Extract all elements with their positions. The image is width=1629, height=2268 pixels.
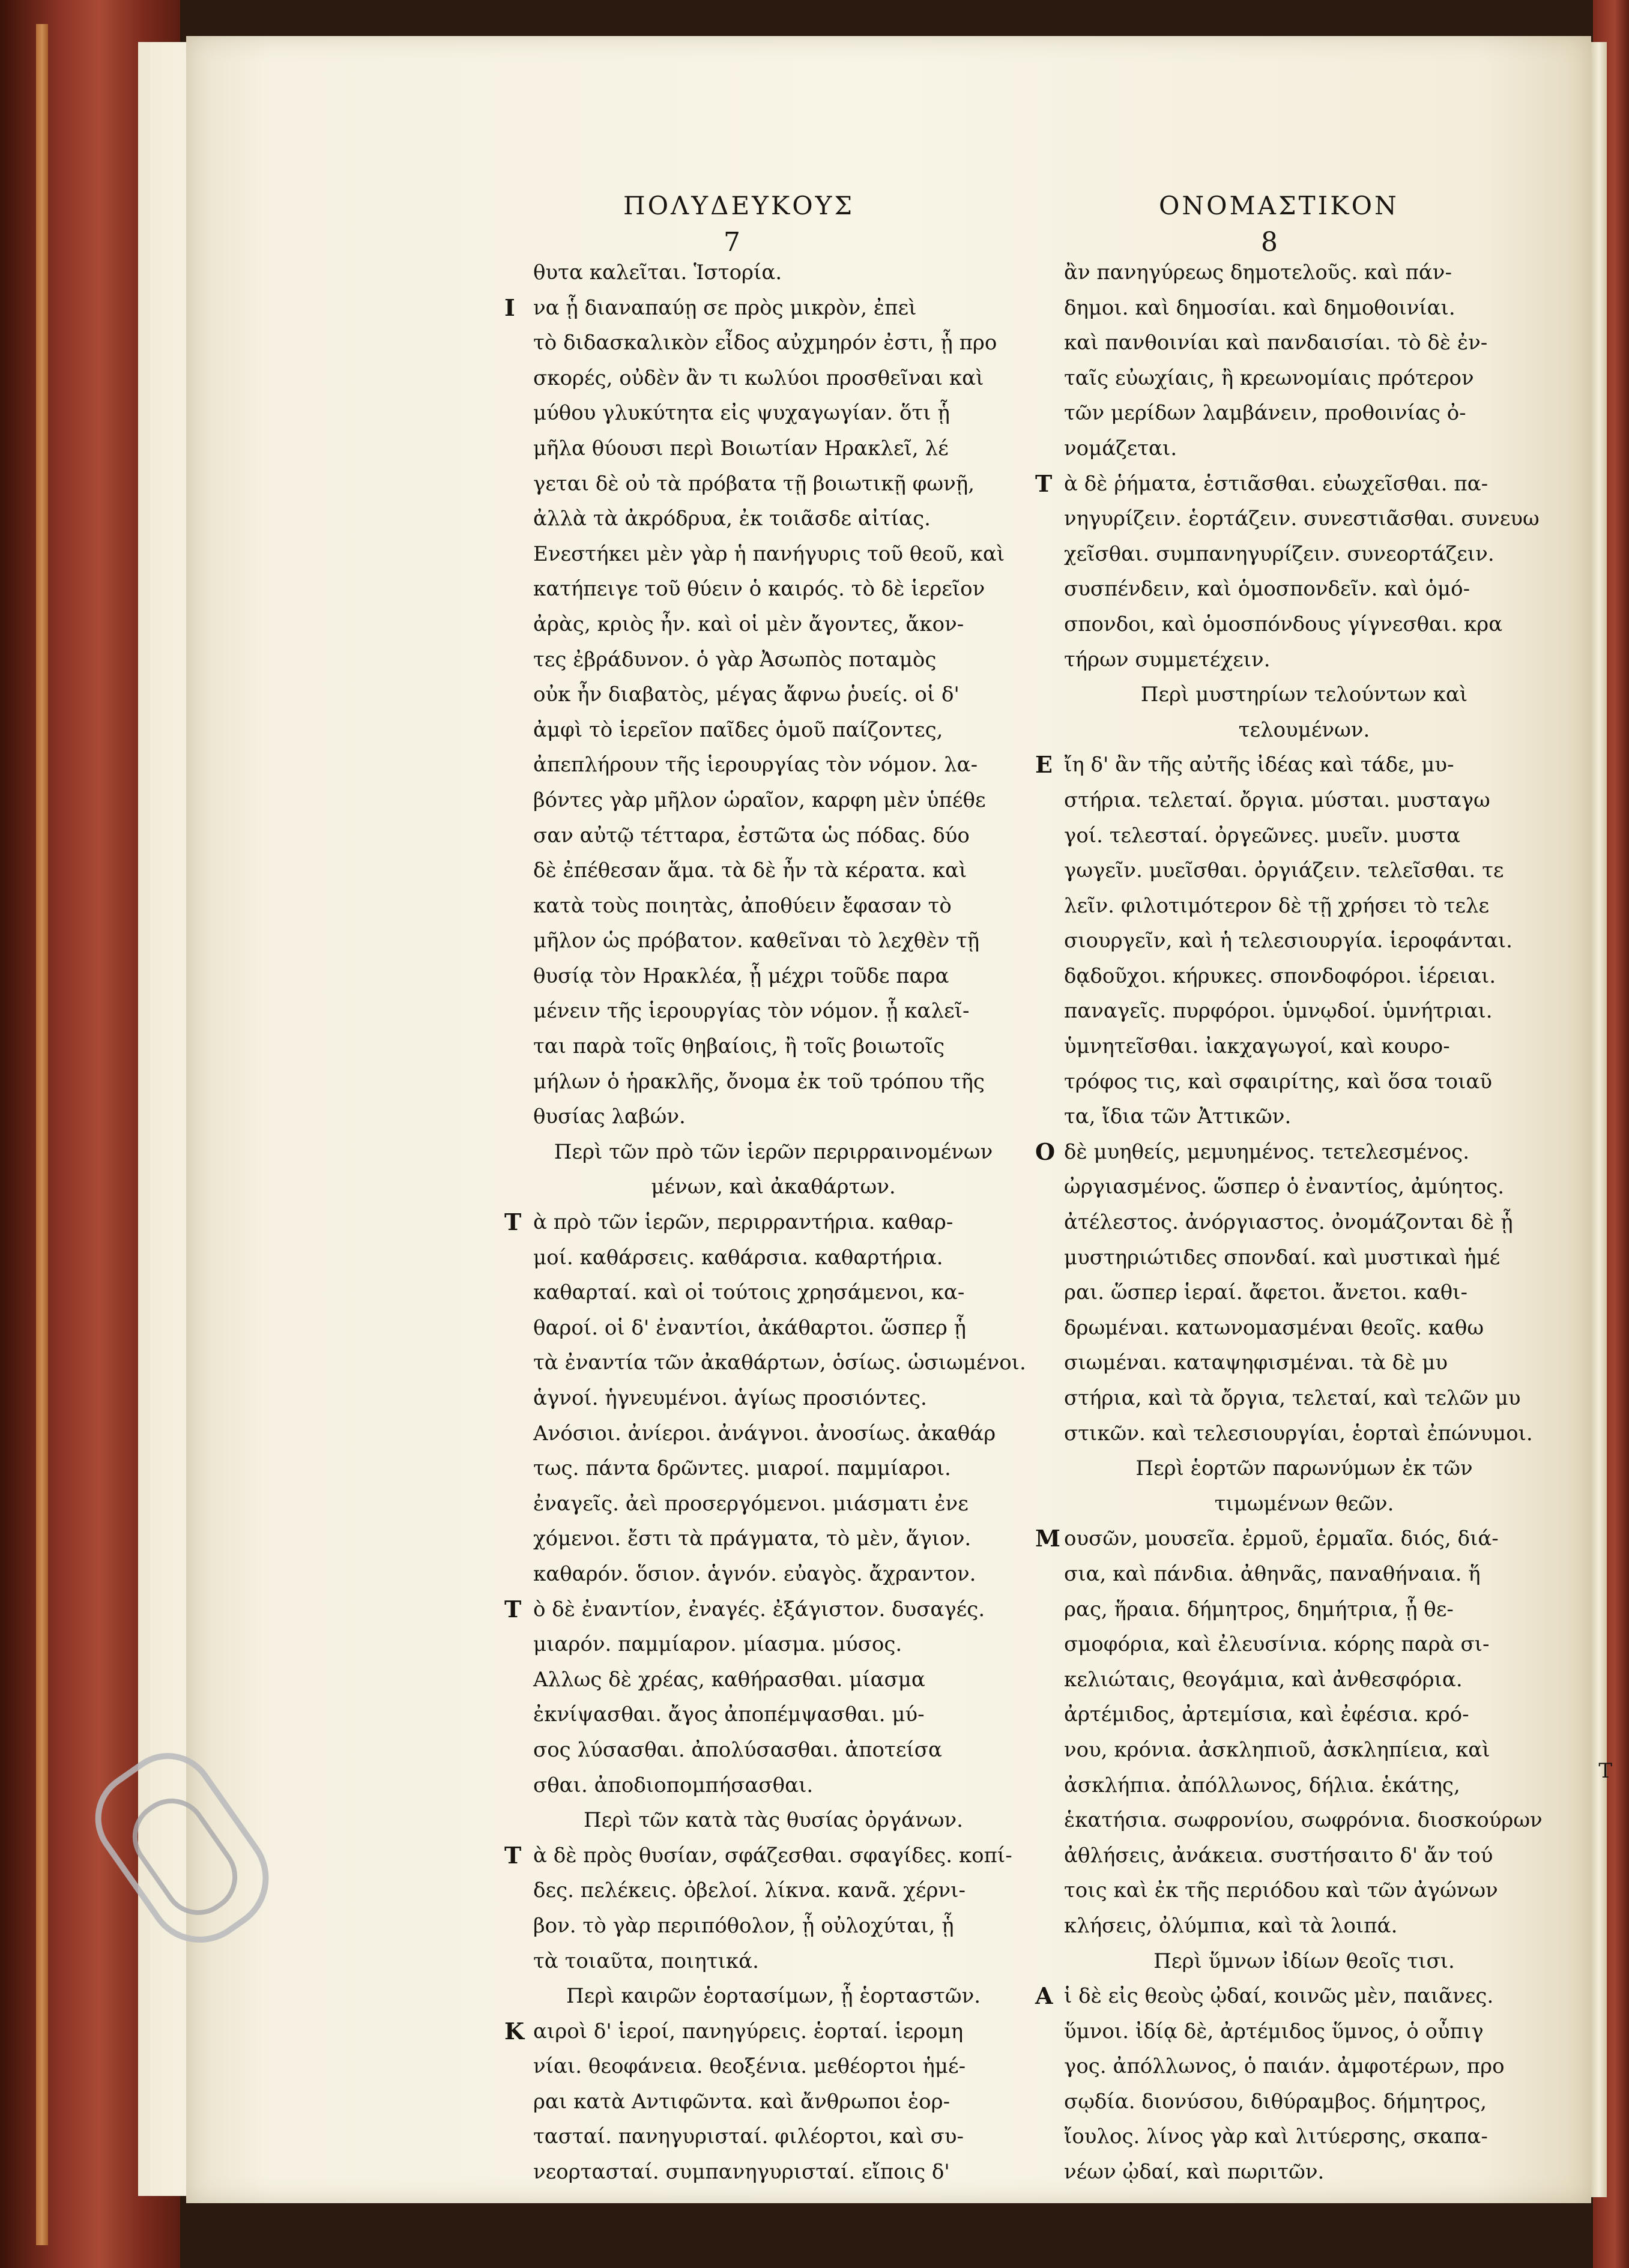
line-text: μιαρόν. παμμίαρον. μίασμα. μύσος.: [533, 1632, 902, 1657]
section-heading: [533, 1803, 1014, 1838]
text-line: [533, 853, 1014, 888]
line-text: ἴουλος. λίνος γὰρ καὶ λιτύερσης, σκαπα-: [1064, 2125, 1488, 2149]
text-line: [533, 713, 1014, 748]
text-line: [1064, 1697, 1544, 1733]
line-text: μῆλον ὡς πρόβατον. καθεῖναι τὸ λεχθὲν τῇ: [533, 929, 980, 953]
text-line: [533, 888, 1014, 924]
line-text: λεῖν. φιλοτιμότερον δὲ τῇ χρήσει τὸ τελε: [1064, 893, 1490, 918]
next-page-edge: [1591, 42, 1607, 2197]
running-head-left: ΠΟΛΥΔΕΥΚΟΥΣ: [623, 191, 855, 220]
section-heading: [1064, 1486, 1544, 1522]
line-text: να ᾗ διαναπαύῃ σε πρὸς μικρὸν, ἐπεὶ: [533, 295, 917, 320]
line-text: καθαρόν. ὅσιον. ἁγνόν. εὐαγὸς. ἄχραντον.: [533, 1561, 976, 1586]
line-text: νέων ᾠδαί, καὶ πωριτῶν.: [1064, 2160, 1325, 2185]
line-text: ἁγνοί. ἡγνευμένοι. ἁγίως προσιόντες.: [533, 1386, 927, 1410]
line-text: σος λύσασθαι. ἀπολύσασθαι. ἀποτείσα: [533, 1737, 942, 1762]
text-line: [1064, 537, 1544, 572]
line-text: μῆλα θύουσι περὶ Βοιωτίαν Ηρακλεῖ, λέ: [533, 436, 949, 460]
line-text: ἀπεπλήρουν τῆς ἱερουργίας τὸν νόμον. λα-: [533, 753, 978, 777]
text-line: [1064, 607, 1544, 642]
section-heading: [1064, 713, 1544, 748]
line-text: γωγεῖν. μυεῖσθαι. ὀργιάζειν. τελεῖσθαι. τε: [1064, 858, 1504, 883]
line-text: δὲ μυηθείς, μεμυημένος. τετελεσμένος.: [1064, 1139, 1470, 1164]
text-line: [533, 1240, 1014, 1276]
line-text: Περὶ τῶν πρὸ τῶν ἱερῶν περιρραινομένων: [554, 1139, 993, 1164]
text-line: [533, 1521, 1014, 1557]
line-text: ἴη δ' ἂν τῆς αὐτῆς ἰδέας καὶ τάδε, μυ-: [1064, 753, 1454, 777]
text-line: [1064, 888, 1544, 924]
line-text: δρωμέναι. κατωνομασμέναι θεοῖς. καθω: [1064, 1315, 1484, 1340]
line-text: νηγυρίζειν. ἑορτάζειν. συνεστιᾶσθαι. συνευω: [1064, 507, 1540, 531]
initial-letter: Τ: [504, 1595, 522, 1623]
text-line: [533, 1873, 1014, 1908]
line-text: γοί. τελεσταί. ὀργεῶνες. μυεῖν. μυστα: [1064, 823, 1461, 848]
line-text: σιουργεῖν, καὶ ἡ τελεσιουργία. ἱεροφάνται.: [1064, 929, 1513, 953]
line-text: μυστηριώτιδες σπονδαί. καὶ μυστικαὶ ἡμέ: [1064, 1245, 1501, 1270]
text-line: [1064, 1592, 1544, 1627]
line-text: θυτα καλεῖται. Ἱστορία.: [533, 261, 782, 285]
line-text: μένων, καὶ ἀκαθάρτων.: [651, 1175, 896, 1199]
text-line: [1064, 1416, 1544, 1452]
text-line: [504, 291, 1014, 326]
text-line: [533, 747, 1014, 783]
text-line: [533, 537, 1014, 572]
text-line: [1064, 291, 1544, 326]
line-text: τως. πάντα δρῶντες. μιαροί. παμμίαροι.: [533, 1456, 951, 1481]
text-line: [533, 2049, 1014, 2084]
text-line: [1064, 642, 1544, 678]
text-line: [533, 607, 1014, 642]
text-line: [1064, 923, 1544, 959]
text-line: [1064, 1029, 1544, 1064]
text-line: [533, 1451, 1014, 1486]
line-text: τῶν μερίδων λαμβάνειν, προθοινίας ὀ-: [1064, 401, 1466, 426]
line-text: ὑμνητεῖσθαι. ἰακχαγωγοί, καὶ κουρο-: [1064, 1034, 1450, 1059]
line-text: ραι κατὰ Αντιφῶντα. καὶ ἄνθρωποι ἑορ-: [533, 2089, 951, 2114]
text-line: [533, 1944, 1014, 1979]
text-line: [533, 572, 1014, 607]
line-text: ἀλλὰ τὰ ἀκρόδρυα, ἐκ τοιᾶσδε αἰτίας.: [533, 507, 931, 531]
line-text: Ανόσιοι. ἀνίεροι. ἀνάγνοι. ἀνοσίως. ἀκαθάρ: [533, 1421, 996, 1446]
text-line: [504, 1592, 1014, 1627]
text-line: [1064, 2049, 1544, 2084]
line-text: νεορτασταί. συμπανηγυρισταί. εἴποις δ': [533, 2160, 950, 2185]
text-line: [1064, 1240, 1544, 1276]
line-text: σιωμέναι. καταψηφισμέναι. τὰ δὲ μυ: [1064, 1351, 1448, 1375]
line-text: ὰ δὲ ῥήματα, ἑστιᾶσθαι. εὐωχεῖσθαι. πα-: [1064, 471, 1488, 496]
initial-letter: Τ: [504, 1841, 522, 1869]
text-line: [533, 1099, 1014, 1135]
initial-letter: Ι: [504, 294, 515, 321]
line-text: κατήπειγε τοῦ θύειν ὁ καιρός. τὸ δὲ ἱερεῖον: [533, 577, 985, 602]
text-line: [533, 677, 1014, 713]
line-text: καθαρταί. καὶ οἱ τούτοις χρησάμενοι, κα-: [533, 1280, 965, 1305]
line-text: θαροί. οἱ δ' ἐναντίοι, ἀκάθαρτοι. ὥσπερ ᾗ: [533, 1315, 967, 1340]
text-line: [1035, 1979, 1544, 2014]
text-line: [533, 923, 1014, 959]
line-text: ὸ δὲ ἐναντίον, ἐναγές. ἐξάγιστον. δυσαγές.: [533, 1597, 985, 1621]
line-text: ουσῶν, μουσεῖα. ἐρμοῦ, ἑρμαῖα. διός, διά-: [1064, 1527, 1499, 1551]
line-text: χεῖσθαι. συμπανηγυρίζειν. συνεορτάζειν.: [1064, 541, 1495, 566]
line-text: ἱ δὲ εἰς θεοὺς ᾠδαί, κοινῶς μὲν, παιᾶνες.: [1064, 1984, 1494, 2009]
line-text: μύθου γλυκύτητα εἰς ψυχαγωγίαν. ὅτι ᾗ: [533, 401, 950, 426]
line-text: τὸ διδασκαλικὸν εἶδος αὐχμηρόν ἐστι, ᾗ προ: [533, 331, 997, 355]
text-line: [533, 818, 1014, 854]
text-line: [533, 361, 1014, 396]
text-line: [533, 642, 1014, 678]
line-text: ἂν πανηγύρεως δημοτελοῦς. καὶ πάν-: [1064, 261, 1452, 285]
text-line: [1064, 1345, 1544, 1381]
text-line: [1064, 2119, 1544, 2155]
line-text: στήρια. τελεταί. ὄργια. μύσται. μυσταγω: [1064, 788, 1490, 812]
line-text: τα, ἴδια τῶν Ἀττικῶν.: [1064, 1105, 1292, 1129]
text-column-left: [504, 255, 1026, 2190]
line-text: νου, κρόνια. ἀσκληπιοῦ, ἀσκληπίεια, καὶ: [1064, 1737, 1490, 1762]
text-line: [1064, 431, 1544, 466]
text-line: [1064, 2014, 1544, 2049]
text-line: [1064, 1557, 1544, 1592]
line-text: Περὶ μυστηρίων τελούντων καὶ: [1140, 683, 1468, 707]
line-text: ἑκατήσια. σωφρονίου, σωφρόνια. διοσκούρων: [1064, 1808, 1543, 1833]
initial-letter: Ε: [1035, 751, 1053, 779]
line-text: σια, καὶ πάνδια. ἀθηνᾶς, παναθήναια. ἥ: [1064, 1561, 1481, 1586]
line-text: Ενεστήκει μὲν γὰρ ἡ πανήγυρις τοῦ θεοῦ, καὶ: [533, 541, 1005, 566]
line-text: στικῶν. καὶ τελεσιουργίαι, ἑορταὶ ἐπώνυμοι.: [1064, 1421, 1533, 1446]
text-line: [1064, 1803, 1544, 1838]
text-line: [1064, 1099, 1544, 1135]
text-line: [1064, 1064, 1544, 1100]
text-line: [533, 1733, 1014, 1768]
text-line: [1064, 361, 1544, 396]
text-line: [1064, 1310, 1544, 1346]
line-text: ὠργιασμένος. ὥσπερ ὁ ἐναντίος, ἀμύητος.: [1064, 1175, 1505, 1199]
line-text: ραι. ὥσπερ ἱεραί. ἄφετοι. ἄνετοι. καθι-: [1064, 1280, 1467, 1305]
text-line: [1035, 1135, 1544, 1170]
line-text: ὰ δὲ πρὸς θυσίαν, σφάζεσθαι. σφαγίδες. κοπί-: [533, 1843, 1012, 1868]
text-line: [533, 1662, 1014, 1698]
section-heading: [1064, 677, 1544, 713]
text-line: [1064, 783, 1544, 818]
line-text: κελιώταις, θεογάμια, καὶ ἀνθεσφόρια.: [1064, 1667, 1463, 1692]
line-text: καὶ πανθοινίαι καὶ πανδαισίαι. τὸ δὲ ἐν-: [1064, 331, 1488, 355]
line-text: ὰ πρὸ τῶν ἱερῶν, περιρραντήρια. καθαρ-: [533, 1210, 954, 1235]
text-line: [533, 783, 1014, 818]
text-line: [533, 396, 1014, 431]
line-text: τὰ τοιαῦτα, ποιητικά.: [533, 1949, 759, 1973]
text-line: [533, 2119, 1014, 2155]
line-text: οὐκ ἦν διαβατὸς, μέγας ἄφνω ῥυείς. οἱ δ': [533, 683, 960, 707]
section-heading: [533, 1135, 1014, 1170]
line-text: σκορές, οὐδὲν ἂν τι κωλύοι προσθεῖναι καὶ: [533, 366, 984, 390]
line-text: Περὶ τῶν κατὰ τὰς θυσίας ὀργάνων.: [584, 1808, 963, 1833]
line-text: θυσίας λαβών.: [533, 1105, 686, 1129]
text-line: [533, 501, 1014, 537]
text-line: [1064, 1838, 1544, 1874]
text-line: [504, 1205, 1014, 1240]
line-text: τελουμένων.: [1238, 717, 1370, 742]
line-text: νομάζεται.: [1064, 436, 1177, 460]
line-text: ἀθλήσεις, ἀνάκεια. συστήσαιτο δ' ἄν τού: [1064, 1843, 1493, 1868]
line-text: κλήσεις, ὀλύμπια, καὶ τὰ λοιπά.: [1064, 1913, 1398, 1938]
text-line: [533, 1029, 1014, 1064]
text-line: [1064, 959, 1544, 994]
text-line: [533, 2155, 1014, 2190]
line-text: βόντες γὰρ μῆλον ὡραῖον, καρφη μὲν ὑπέθε: [533, 788, 986, 812]
initial-letter: Τ: [1035, 469, 1053, 497]
section-heading: [533, 1169, 1014, 1205]
text-line: [533, 1381, 1014, 1416]
text-line: [533, 466, 1014, 502]
line-text: σθαι. ἀποδιοπομπήσασθαι.: [533, 1773, 814, 1797]
line-text: σπονδοι, καὶ ὁμοσπόνδους γίγνεσθαι. κρα: [1064, 612, 1503, 636]
initial-letter: Τ: [504, 1208, 522, 1236]
line-text: Περὶ ὕμνων ἰδίων θεοῖς τισι.: [1153, 1949, 1455, 1973]
line-text: ἐναγεῖς. ἀεὶ προσεργόμενοι. μιάσματι ἐνε: [533, 1491, 969, 1516]
line-text: σῳδία. διονύσου, διθύραμβος. δήμητρος,: [1064, 2089, 1487, 2114]
line-text: ται παρὰ τοῖς θηβαίοις, ἢ τοῖς βοιωτοῖς: [533, 1034, 945, 1059]
text-line: [1064, 1768, 1544, 1803]
line-text: δημοι. καὶ δημοσίαι. καὶ δημοθοινίαι.: [1064, 295, 1455, 320]
page-number-right: 8: [1261, 227, 1278, 258]
running-head-right: ΟΝΟΜΑΣΤΙΚΟΝ: [1159, 191, 1399, 220]
text-line: [1064, 1275, 1544, 1310]
line-text: ἀρτέμιδος, ἀρτεμίσια, καὶ ἐφέσια. κρό-: [1064, 1703, 1469, 1727]
text-line: [1035, 1521, 1544, 1557]
initial-letter: Κ: [504, 2017, 525, 2045]
text-line: [1064, 1381, 1544, 1416]
text-line: [533, 1557, 1014, 1592]
line-text: ἀμφὶ τὸ ἱερεῖον παῖδες ὁμοῦ παίζοντες,: [533, 717, 943, 742]
text-line: [533, 1310, 1014, 1346]
line-text: βον. τὸ γὰρ περιπόθολον, ᾗ οὐλοχύται, ᾗ: [533, 1913, 954, 1938]
text-line: [533, 1416, 1014, 1452]
text-line: [533, 1345, 1026, 1381]
line-text: νίαι. θεοφάνεια. θεοξένια. μεθέορτοι ἡμέ-: [533, 2054, 966, 2079]
text-line: [1035, 747, 1544, 783]
line-text: γεται δὲ οὐ τὰ πρόβατα τῇ βοιωτικῇ φωνῇ,: [533, 471, 975, 496]
line-text: δᾳδοῦχοι. κήρυκες. σπονδοφόροι. ἱέρειαι.: [1064, 964, 1496, 988]
text-line: [533, 431, 1014, 466]
text-line: [533, 1697, 1014, 1733]
initial-letter: Α: [1035, 1982, 1053, 2010]
text-line: [1064, 1169, 1544, 1205]
line-text: τήρων συμμετέχειν.: [1064, 647, 1271, 672]
line-text: Περὶ ἑορτῶν παρωνύμων ἐκ τῶν: [1135, 1456, 1473, 1481]
text-line: [533, 2084, 1014, 2120]
text-line: [1064, 1662, 1544, 1698]
gilt-page-edge: [36, 24, 48, 2245]
text-line: [533, 325, 1014, 361]
line-text: αιροὶ δ' ἱεροί, πανηγύρεις. ἑορταί. ἱερομη: [533, 2019, 964, 2043]
text-column-right: [1035, 255, 1544, 2190]
line-text: μοί. καθάρσεις. καθάρσια. καθαρτήρια.: [533, 1245, 943, 1270]
line-text: συσπένδειν, καὶ ὁμοσπονδεῖν. καὶ ὁμό-: [1064, 577, 1470, 602]
line-text: τιμωμένων θεῶν.: [1214, 1491, 1394, 1516]
text-line: [1035, 466, 1544, 502]
line-text: μήλων ὁ ἡρακλῆς, ὄνομα ἐκ τοῦ τρόπου τῆς: [533, 1069, 985, 1094]
line-text: στήρια, καὶ τὰ ὄργια, τελεταί, καὶ τελῶν μυ: [1064, 1386, 1521, 1410]
section-heading: [533, 1979, 1014, 2014]
text-line: [1064, 1908, 1544, 1944]
text-line: [533, 994, 1014, 1029]
text-line: [533, 1064, 1014, 1100]
line-text: ἐκνίψασθαι. ἄγος ἀποπέμψασθαι. μύ-: [533, 1703, 925, 1727]
text-line: [1064, 818, 1544, 854]
line-text: Περὶ καιρῶν ἑορτασίμων, ᾗ ἑορταστῶν.: [566, 1984, 981, 2009]
text-line: [533, 1768, 1014, 1803]
text-line: [504, 2014, 1014, 2049]
text-line: [1064, 1205, 1544, 1240]
line-text: χόμενοι. ἔστι τὰ πράγματα, τὸ μὲν, ἅγιον.: [533, 1527, 972, 1551]
text-line: [1064, 255, 1544, 291]
text-line: [1064, 2155, 1544, 2190]
initial-letter: Μ: [1035, 1525, 1061, 1552]
text-line: [1064, 2084, 1544, 2120]
line-text: τασταί. πανηγυρισταί. φιλέορτοι, καὶ συ-: [533, 2125, 964, 2149]
page-number-left: 7: [724, 227, 740, 258]
line-text: ἀσκλήπια. ἀπόλλωνος, δήλια. ἑκάτης,: [1064, 1773, 1460, 1797]
text-line: [533, 1627, 1014, 1662]
line-text: μένειν τῆς ἱερουργίας τὸν νόμον. ᾗ καλεῖ-: [533, 999, 970, 1024]
line-text: τοις καὶ ἐκ τῆς περιόδου καὶ τῶν ἀγώνων: [1064, 1878, 1498, 1903]
line-text: παναγεῖς. πυρφόροι. ὑμνῳδοί. ὑμνήτριαι.: [1064, 999, 1493, 1024]
line-text: ἀτέλεστος. ἀνόργιαστος. ὀνομάζονται δὲ ᾗ: [1064, 1210, 1513, 1235]
text-line: [533, 1275, 1014, 1310]
section-heading: [1064, 1451, 1544, 1486]
text-line: [1064, 1627, 1544, 1662]
line-text: τες ἐβράδυνον. ὁ γὰρ Ἀσωπὸς ποταμὸς: [533, 647, 937, 672]
text-line: [533, 1486, 1014, 1522]
line-text: ἀρὰς, κριὸς ἦν. καὶ οἱ μὲν ἄγοντες, ἄκον-: [533, 612, 964, 636]
text-line: [1064, 1873, 1544, 1908]
catchword: Τ: [1598, 1759, 1612, 1783]
line-text: ὕμνοι. ἰδίᾳ δὲ, ἀρτέμιδος ὕμνος, ὁ οὖπιγ: [1064, 2019, 1484, 2043]
line-text: γος. ἀπόλλωνος, ὁ παιάν. ἀμφοτέρων, προ: [1064, 2054, 1505, 2079]
initial-letter: Ο: [1035, 1138, 1056, 1165]
line-text: Αλλως δὲ χρέας, καθήρασθαι. μίασμα: [533, 1667, 925, 1692]
line-text: ρας, ἥραια. δήμητρος, δημήτρια, ᾗ θε-: [1064, 1597, 1454, 1621]
text-line: [1064, 853, 1544, 888]
line-text: τὰ ἐναντία τῶν ἀκαθάρτων, ὁσίως. ὡσιωμένοι.: [533, 1351, 1026, 1375]
section-heading: [1064, 1944, 1544, 1979]
line-text: δες. πελέκεις. ὀβελοί. λίκνα. κανᾶ. χέρνι-: [533, 1878, 966, 1903]
text-line: [533, 959, 1014, 994]
line-text: κατὰ τοὺς ποιητὰς, ἀποθύειν ἔφασαν τὸ: [533, 893, 952, 918]
line-text: ταῖς εὐωχίαις, ἢ κρεωνομίαις πρότερον: [1064, 366, 1474, 390]
text-line: [1064, 1733, 1544, 1768]
text-line: [504, 1838, 1014, 1874]
text-line: [1064, 325, 1544, 361]
line-text: θυσίᾳ τὸν Ηρακλέα, ᾗ μέχρι τοῦδε παρα: [533, 964, 949, 988]
text-line: [533, 255, 1014, 291]
text-line: [1064, 501, 1544, 537]
text-line: [1064, 572, 1544, 607]
line-text: σμοφόρια, καὶ ἐλευσίνια. κόρης παρὰ σι-: [1064, 1632, 1490, 1657]
line-text: τρόφος τις, καὶ σφαιρίτης, καὶ ὅσα τοιαῦ: [1064, 1069, 1493, 1094]
text-line: [1064, 994, 1544, 1029]
line-text: σαν αὐτῷ τέτταρα, ἐστῶτα ὡς πόδας. δύο: [533, 823, 970, 848]
text-line: [533, 1908, 1014, 1944]
line-text: δὲ ἐπέθεσαν ἅμα. τὰ δὲ ἦν τὰ κέρατα. καὶ: [533, 858, 967, 883]
text-line: [1064, 396, 1544, 431]
